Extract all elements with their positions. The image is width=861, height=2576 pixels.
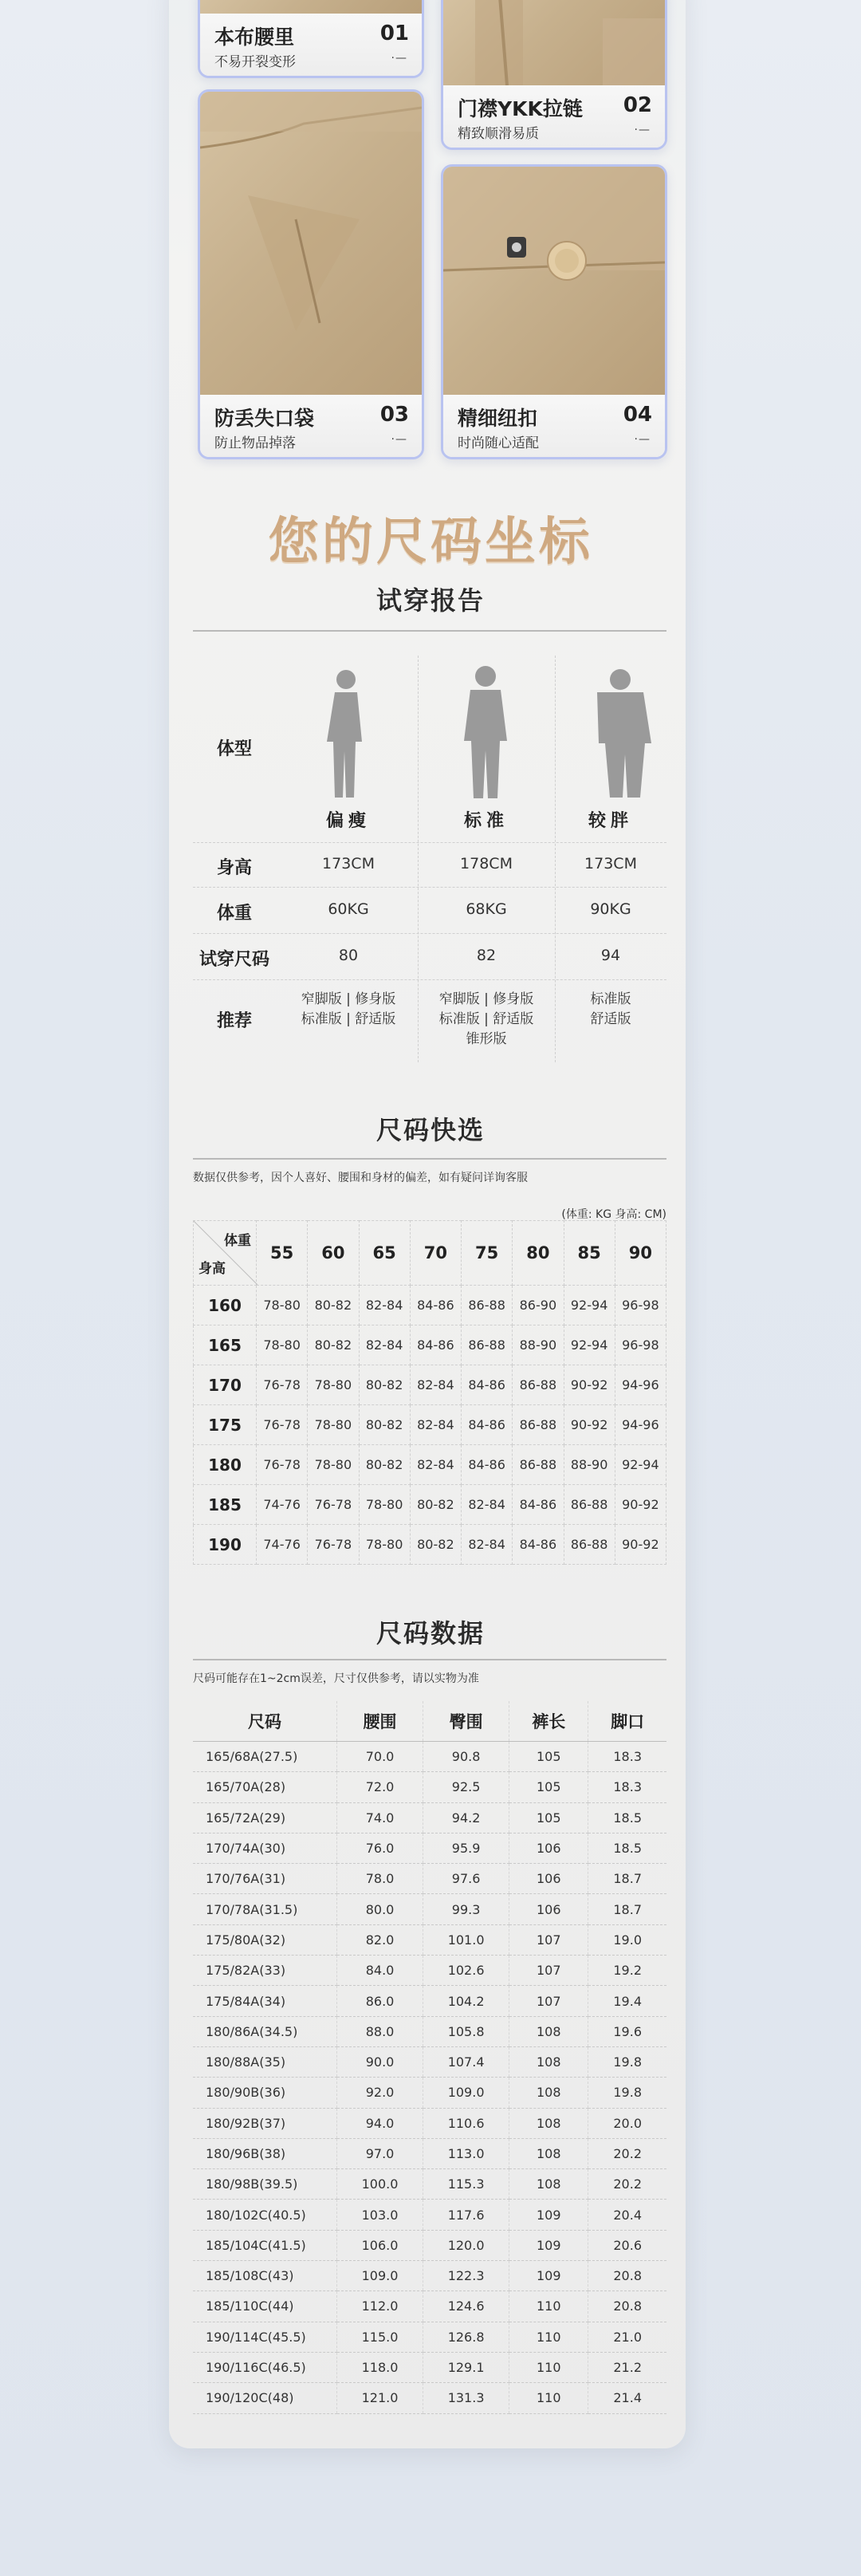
table-cell: 110.6: [423, 2108, 509, 2138]
table-cell: 78-80: [257, 1286, 308, 1325]
table-cell: 76-78: [257, 1405, 308, 1445]
table-cell: 129.1: [423, 2352, 509, 2382]
table-cell: 165/68A(27.5): [193, 1742, 337, 1772]
cell: 173CM: [322, 855, 375, 872]
table-cell: 100.0: [337, 2169, 423, 2200]
corner-weight-label: 体重: [224, 1233, 251, 1249]
table-cell: 108: [509, 2046, 588, 2077]
table-row: [193, 1833, 666, 1863]
table-cell: 108: [509, 2169, 588, 2200]
table-row: [194, 1445, 666, 1485]
table-cell: 86-88: [564, 1525, 615, 1565]
table-cell: 110: [509, 2322, 588, 2352]
feature-caption: [443, 85, 665, 148]
weight-header: 65: [359, 1221, 410, 1286]
table-cell: 18.7: [588, 1894, 666, 1924]
table-cell: 109: [509, 2230, 588, 2260]
table-cell: 72.0: [337, 1772, 423, 1802]
cell: 178CM: [460, 855, 513, 872]
table-cell: 78-80: [359, 1525, 410, 1565]
column-header: 尺码: [193, 1701, 337, 1742]
table-cell: 109.0: [337, 2261, 423, 2291]
table-row: [194, 1485, 666, 1525]
table-cell: 20.8: [588, 2291, 666, 2322]
table-row: [193, 2383, 666, 2413]
table-cell: 90.8: [423, 1742, 509, 1772]
table-cell: 180/88A(35): [193, 2046, 337, 2077]
table-row: [193, 2078, 666, 2108]
table-cell: 80-82: [410, 1525, 461, 1565]
size-data-body: [193, 1742, 666, 2414]
section-divider: [193, 1158, 666, 1160]
table-cell: 84-86: [462, 1405, 513, 1445]
table-cell: 104.2: [423, 1986, 509, 2016]
table-cell: 180/92B(37): [193, 2108, 337, 2138]
feature-subtitle: 时尚随心适配: [458, 435, 539, 451]
feature-subtitle: 防止物品掉落: [214, 435, 296, 451]
quick-size-body: [194, 1286, 666, 1565]
table-cell: 94-96: [615, 1405, 666, 1445]
table-cell: 106.0: [337, 2230, 423, 2260]
table-cell: 108: [509, 2108, 588, 2138]
height-header: 185: [194, 1485, 257, 1525]
row-label: 试穿尺码: [199, 950, 269, 970]
table-cell: 86-88: [513, 1365, 564, 1405]
table-row: [193, 2200, 666, 2230]
table-cell: 108: [509, 2016, 588, 2046]
table-cell: 95.9: [423, 1833, 509, 1863]
table-cell: 90-92: [615, 1525, 666, 1565]
feature-dash: ·—: [634, 433, 651, 446]
table-cell: 115.0: [337, 2322, 423, 2352]
fit-row-recommend: [193, 979, 666, 1063]
table-row: [193, 2352, 666, 2382]
table-cell: 170/76A(31): [193, 1864, 337, 1894]
table-cell: 90-92: [615, 1485, 666, 1525]
table-cell: 86-88: [462, 1325, 513, 1365]
size-section-title: 您的尺码坐标: [268, 513, 593, 572]
quick-size-note: 数据仅供参考，因个人喜好、腰围和身材的偏差，如有疑问详询客服: [193, 1172, 528, 1184]
table-header-row: [193, 1701, 666, 1742]
table-cell: 124.6: [423, 2291, 509, 2322]
table-cell: 108: [509, 2078, 588, 2108]
table-cell: 175/84A(34): [193, 1986, 337, 2016]
table-row: [193, 2230, 666, 2260]
standard-figure-icon: [459, 664, 512, 802]
table-cell: 107: [509, 1924, 588, 1955]
table-cell: 90-92: [564, 1405, 615, 1445]
zipper-photo: [443, 0, 665, 85]
table-cell: 82-84: [359, 1325, 410, 1365]
table-cell: 84-86: [462, 1445, 513, 1485]
table-cell: 90-92: [564, 1365, 615, 1405]
unit-note: (体重: KG 身高: CM): [561, 1208, 666, 1221]
table-cell: 92.5: [423, 1772, 509, 1802]
cell: 173CM: [584, 855, 637, 872]
table-cell: 82-84: [359, 1286, 410, 1325]
table-cell: 108: [509, 2138, 588, 2168]
table-cell: 180/102C(40.5): [193, 2200, 337, 2230]
corner-cell: [194, 1221, 257, 1286]
weight-header: 75: [462, 1221, 513, 1286]
slim-figure-icon: [322, 667, 370, 802]
table-cell: 84-86: [513, 1525, 564, 1565]
feature-dash: ·—: [391, 433, 407, 446]
feature-dash: ·—: [634, 124, 651, 136]
feature-caption: [200, 395, 422, 457]
table-cell: 117.6: [423, 2200, 509, 2230]
body-type-heavy: 较胖: [588, 811, 633, 831]
column-header: 腰围: [337, 1701, 423, 1742]
height-header: 165: [194, 1325, 257, 1365]
table-cell: 107.4: [423, 2046, 509, 2077]
body-type-slim: 偏瘦: [325, 811, 371, 831]
weight-header: 55: [257, 1221, 308, 1286]
table-cell: 99.3: [423, 1894, 509, 1924]
table-cell: 76.0: [337, 1833, 423, 1863]
table-cell: 190/114C(45.5): [193, 2322, 337, 2352]
table-row: [193, 2108, 666, 2138]
size-data-table: [193, 1701, 666, 2414]
table-cell: 190/120C(48): [193, 2383, 337, 2413]
table-cell: 76-78: [257, 1365, 308, 1405]
table-row: [193, 2169, 666, 2200]
table-cell: 21.2: [588, 2352, 666, 2382]
table-cell: 92-94: [564, 1325, 615, 1365]
table-cell: 97.0: [337, 2138, 423, 2168]
table-cell: 122.3: [423, 2261, 509, 2291]
section-divider: [193, 630, 666, 632]
column-header: 脚口: [588, 1701, 666, 1742]
table-row: [193, 2261, 666, 2291]
table-cell: 86-90: [513, 1286, 564, 1325]
feature-subtitle: 不易开裂变形: [214, 54, 296, 70]
pocket-photo: [200, 92, 422, 396]
height-header: 190: [194, 1525, 257, 1565]
table-row: [193, 2046, 666, 2077]
table-cell: 82-84: [462, 1525, 513, 1565]
cell: 窄脚版 | 修身版 标准版 | 舒适版: [301, 991, 396, 1027]
feature-card-button: [441, 164, 667, 459]
table-cell: 18.3: [588, 1742, 666, 1772]
table-row: [193, 2322, 666, 2352]
weight-header: 60: [308, 1221, 359, 1286]
feature-number: 04: [623, 403, 652, 427]
feature-card-zipper: [441, 0, 667, 150]
fit-row-height: [193, 842, 666, 888]
feature-caption: [443, 395, 665, 457]
table-cell: 84-86: [513, 1485, 564, 1525]
table-cell: 80-82: [359, 1445, 410, 1485]
table-cell: 78-80: [308, 1445, 359, 1485]
table-cell: 110: [509, 2352, 588, 2382]
table-cell: 80-82: [359, 1365, 410, 1405]
heavy-figure-icon: [588, 667, 653, 802]
table-cell: 103.0: [337, 2200, 423, 2230]
column-header: 臀围: [423, 1701, 509, 1742]
cell: 90KG: [590, 900, 631, 918]
table-cell: 19.8: [588, 2078, 666, 2108]
table-cell: 86-88: [513, 1445, 564, 1485]
table-cell: 82-84: [462, 1485, 513, 1525]
row-label: 推荐: [216, 1011, 252, 1031]
table-cell: 82-84: [410, 1365, 461, 1405]
table-cell: 110: [509, 2291, 588, 2322]
button-photo: [443, 167, 665, 396]
table-cell: 19.8: [588, 2046, 666, 2077]
table-cell: 76-78: [257, 1445, 308, 1485]
pocket-illustration: [200, 92, 422, 396]
table-cell: 106: [509, 1833, 588, 1863]
table-cell: 78.0: [337, 1864, 423, 1894]
feature-dash: ·—: [391, 52, 407, 65]
size-data-title: 尺码数据: [375, 1618, 485, 1648]
table-row: [193, 1742, 666, 1772]
table-cell: 112.0: [337, 2291, 423, 2322]
table-cell: 88.0: [337, 2016, 423, 2046]
table-cell: 106: [509, 1894, 588, 1924]
table-cell: 86.0: [337, 1986, 423, 2016]
table-row: [193, 1894, 666, 1924]
table-cell: 80-82: [308, 1325, 359, 1365]
table-row: [193, 2291, 666, 2322]
table-cell: 88-90: [564, 1445, 615, 1485]
table-cell: 180/90B(36): [193, 2078, 337, 2108]
cell: 82: [476, 947, 497, 964]
feature-card-pocket: [198, 89, 424, 459]
table-cell: 109: [509, 2200, 588, 2230]
cell: 68KG: [466, 900, 507, 918]
table-cell: 80-82: [308, 1286, 359, 1325]
table-cell: 19.6: [588, 2016, 666, 2046]
body-type-standard: 标准: [463, 811, 509, 831]
table-cell: 175/82A(33): [193, 1956, 337, 1986]
table-cell: 20.8: [588, 2261, 666, 2291]
table-cell: 94-96: [615, 1365, 666, 1405]
table-cell: 180/86A(34.5): [193, 2016, 337, 2046]
table-cell: 165/72A(29): [193, 1802, 337, 1833]
table-cell: 21.4: [588, 2383, 666, 2413]
row-label: 身高: [216, 858, 252, 878]
table-cell: 175/80A(32): [193, 1924, 337, 1955]
table-header-row: [194, 1221, 666, 1286]
table-cell: 74.0: [337, 1802, 423, 1833]
feature-card-waistband: [198, 0, 424, 78]
table-cell: 110: [509, 2383, 588, 2413]
table-cell: 101.0: [423, 1924, 509, 1955]
table-cell: 131.3: [423, 2383, 509, 2413]
table-row: [193, 1924, 666, 1955]
table-row: [194, 1525, 666, 1565]
table-cell: 105: [509, 1802, 588, 1833]
table-cell: 121.0: [337, 2383, 423, 2413]
table-cell: 84-86: [410, 1325, 461, 1365]
table-cell: 107: [509, 1986, 588, 2016]
table-cell: 86-88: [564, 1485, 615, 1525]
section-divider: [193, 1659, 666, 1660]
cell: 60KG: [328, 900, 369, 918]
table-cell: 78-80: [308, 1365, 359, 1405]
table-row: [194, 1286, 666, 1325]
feature-title: 精细纽扣: [458, 407, 538, 430]
feature-title: 防丢失口袋: [214, 407, 315, 430]
table-cell: 92-94: [615, 1445, 666, 1485]
table-cell: 86-88: [462, 1286, 513, 1325]
table-cell: 84-86: [410, 1286, 461, 1325]
table-cell: 76-78: [308, 1525, 359, 1565]
table-cell: 107: [509, 1956, 588, 1986]
zipper-illustration: [443, 0, 665, 85]
table-cell: 19.2: [588, 1956, 666, 1986]
cell: 窄脚版 | 修身版 标准版 | 舒适版 锥形版: [438, 991, 534, 1047]
cell: 80: [338, 947, 359, 964]
table-cell: 20.2: [588, 2138, 666, 2168]
table-cell: 102.6: [423, 1956, 509, 1986]
table-cell: 19.0: [588, 1924, 666, 1955]
weight-header: 85: [564, 1221, 615, 1286]
row-label: 体重: [216, 904, 252, 924]
table-cell: 74-76: [257, 1485, 308, 1525]
feature-subtitle: 精致顺滑易质: [458, 126, 539, 142]
table-cell: 74-76: [257, 1525, 308, 1565]
table-cell: 20.6: [588, 2230, 666, 2260]
table-cell: 113.0: [423, 2138, 509, 2168]
table-row: [193, 1956, 666, 1986]
table-cell: 19.4: [588, 1986, 666, 2016]
table-row: [193, 1772, 666, 1802]
table-cell: 84.0: [337, 1956, 423, 1986]
table-row: [193, 2138, 666, 2168]
table-cell: 82-84: [410, 1405, 461, 1445]
table-cell: 20.4: [588, 2200, 666, 2230]
table-cell: 180/96B(38): [193, 2138, 337, 2168]
table-cell: 18.5: [588, 1833, 666, 1863]
quick-size-table: [193, 1220, 666, 1565]
feature-number: 01: [379, 22, 409, 45]
column-header: 裤长: [509, 1701, 588, 1742]
table-cell: 109.0: [423, 2078, 509, 2108]
table-row: [194, 1325, 666, 1365]
table-row: [194, 1365, 666, 1405]
table-row: [193, 1864, 666, 1894]
table-cell: 120.0: [423, 2230, 509, 2260]
table-cell: 20.0: [588, 2108, 666, 2138]
table-cell: 92-94: [564, 1286, 615, 1325]
quick-size-title: 尺码快选: [375, 1115, 485, 1145]
table-cell: 96-98: [615, 1286, 666, 1325]
table-row: [193, 2016, 666, 2046]
height-header: 180: [194, 1445, 257, 1485]
table-cell: 170/74A(30): [193, 1833, 337, 1863]
table-cell: 20.2: [588, 2169, 666, 2200]
cell: 标准版 舒适版: [590, 991, 631, 1027]
fit-report-title: 试穿报告: [375, 585, 485, 616]
table-cell: 18.7: [588, 1864, 666, 1894]
table-cell: 76-78: [308, 1485, 359, 1525]
table-cell: 105: [509, 1742, 588, 1772]
table-cell: 170/78A(31.5): [193, 1894, 337, 1924]
size-data-note: 尺码可能存在1~2cm误差，尺寸仅供参考，请以实物为准: [193, 1672, 479, 1685]
table-cell: 185/108C(43): [193, 2261, 337, 2291]
table-cell: 105.8: [423, 2016, 509, 2046]
weight-header: 80: [513, 1221, 564, 1286]
fit-row-weight: [193, 887, 666, 934]
table-cell: 106: [509, 1864, 588, 1894]
table-cell: 97.6: [423, 1864, 509, 1894]
table-row: [193, 1986, 666, 2016]
table-cell: 82.0: [337, 1924, 423, 1955]
feature-caption: [200, 14, 422, 76]
height-header: 175: [194, 1405, 257, 1445]
table-cell: 94.2: [423, 1802, 509, 1833]
table-cell: 86-88: [513, 1405, 564, 1445]
table-cell: 80-82: [410, 1485, 461, 1525]
weight-header: 70: [410, 1221, 461, 1286]
feature-number: 02: [623, 93, 652, 117]
table-cell: 90.0: [337, 2046, 423, 2077]
cell: 94: [600, 947, 621, 964]
table-cell: 82-84: [410, 1445, 461, 1485]
feature-title: 门襟YKK拉链: [458, 97, 583, 120]
table-cell: 118.0: [337, 2352, 423, 2382]
table-cell: 180/98B(39.5): [193, 2169, 337, 2200]
height-header: 170: [194, 1365, 257, 1405]
button-illustration: [443, 167, 665, 396]
table-cell: 92.0: [337, 2078, 423, 2108]
table-cell: 109: [509, 2261, 588, 2291]
table-cell: 21.0: [588, 2322, 666, 2352]
table-cell: 115.3: [423, 2169, 509, 2200]
table-cell: 78-80: [308, 1405, 359, 1445]
table-cell: 80.0: [337, 1894, 423, 1924]
height-header: 160: [194, 1286, 257, 1325]
feature-number: 03: [379, 403, 409, 427]
weight-header: 90: [615, 1221, 666, 1286]
table-row: [194, 1405, 666, 1445]
table-cell: 126.8: [423, 2322, 509, 2352]
table-cell: 84-86: [462, 1365, 513, 1405]
table-cell: 70.0: [337, 1742, 423, 1772]
table-cell: 88-90: [513, 1325, 564, 1365]
table-cell: 165/70A(28): [193, 1772, 337, 1802]
table-cell: 185/110C(44): [193, 2291, 337, 2322]
feature-title: 本布腰里: [214, 26, 295, 49]
body-type-label: 体型: [216, 739, 252, 759]
table-cell: 78-80: [257, 1325, 308, 1365]
table-cell: 18.3: [588, 1772, 666, 1802]
table-row: [193, 1802, 666, 1833]
table-cell: 96-98: [615, 1325, 666, 1365]
table-cell: 80-82: [359, 1405, 410, 1445]
table-cell: 190/116C(46.5): [193, 2352, 337, 2382]
table-cell: 185/104C(41.5): [193, 2230, 337, 2260]
table-cell: 105: [509, 1772, 588, 1802]
table-cell: 94.0: [337, 2108, 423, 2138]
fit-row-trial-size: [193, 933, 666, 980]
table-cell: 18.5: [588, 1802, 666, 1833]
corner-height-label: 身高: [199, 1261, 226, 1277]
table-cell: 78-80: [359, 1485, 410, 1525]
